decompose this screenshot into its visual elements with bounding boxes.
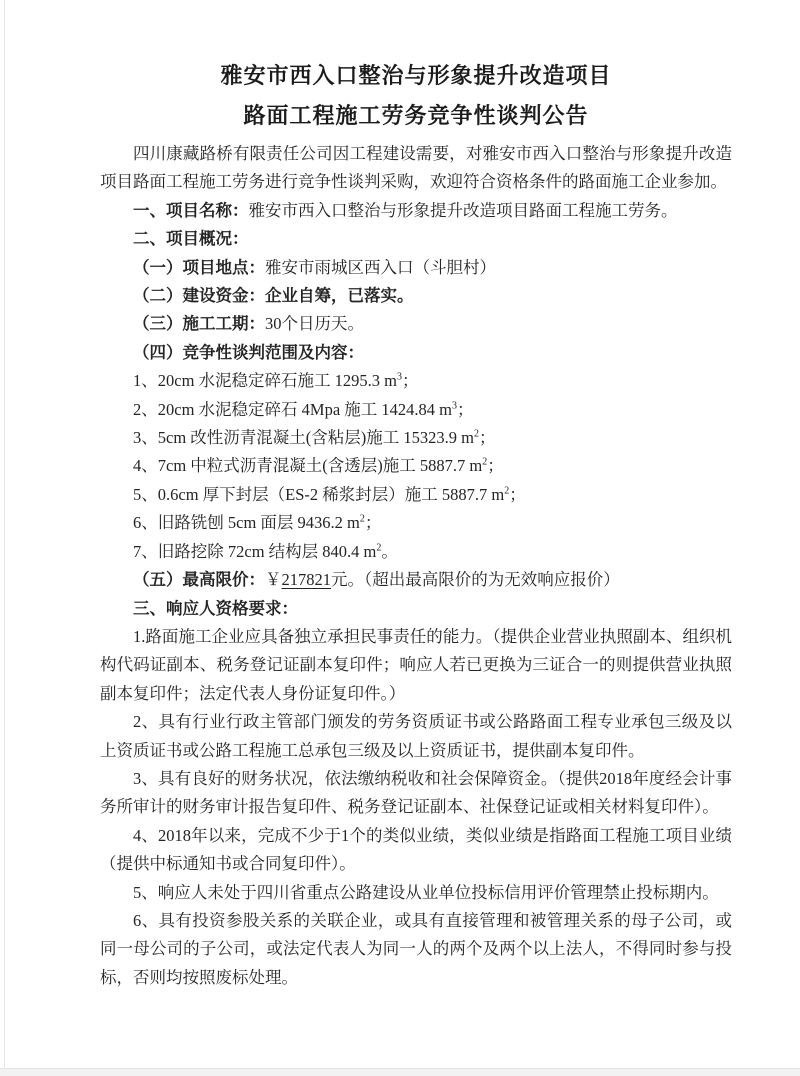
text-segment: 雅安市雨城区西入口（斗胆村） [265,257,496,277]
text-segment: ； [402,371,419,391]
superscript: 3 [397,371,402,383]
text-segment: 6、旧路铣刨 5cm 面层 9436.2 m [133,513,360,533]
text-segment: 1.路面施工企业应具备独立承担民事责任的能力。（提供企业营业执照副本、组织机构代码证副本、税务登记证副本复印件；响应人若已更换为三证合一的则提供营业执照副本复印件；法定代表人身份证复印件。） [100,626,732,703]
text-segment: 217821 [281,570,331,590]
page-left-edge-line [4,0,5,1076]
paragraph [100,822,732,879]
text-segment: 2、具有行业行政主管部门颁发的劳务资质证书或公路路面工程专业承包三级及以上资质证书或公路工程施工总承包三级及以上资质证书，提供副本复印件。 [100,712,732,760]
text-segment: 5、响应人未处于四川省重点公路建设从业单位投标信用评价管理禁止投标期内。 [133,882,719,902]
paragraph [100,225,732,253]
document-title-line-2: 路面工程施工劳务竞争性谈判公告 [243,103,589,128]
text-segment: ； [487,456,504,476]
paragraph [100,396,732,424]
paragraph [100,197,732,225]
paragraph [100,765,732,822]
paragraph [100,452,732,480]
text-segment: 四川康藏路桥有限责任公司因工程建设需要，对雅安市西入口整治与形象提升改造项目路面工程施工劳务进行竞争性谈判采购，欢迎符合资格条件的路面施工企业参加。 [100,144,732,192]
superscript: 2 [504,485,510,497]
text-segment: （二）建设资金： [133,287,265,306]
text-segment: 企业自筹，已落实。 [265,287,414,306]
paragraph [100,424,732,452]
text-segment: 4、7cm 中粒式沥青混凝土(含透层)施工 5887.7 m [133,456,483,476]
page-bottom-edge-strip [0,1068,800,1076]
paragraph [100,879,732,907]
paragraph [100,907,732,992]
paragraph [100,282,732,310]
text-segment: 3、5cm 改性沥青混凝土(含粘层)施工 15323.9 m [133,428,474,448]
superscript: 2 [482,456,488,468]
text-segment: ； [457,399,474,419]
text-segment: ￥ [265,570,282,590]
paragraph [100,339,732,367]
superscript: 2 [473,428,479,440]
text-segment: 2、20cm 水泥稳定碎石 4Mpa 施工 1424.84 m [133,399,452,419]
text-segment: ； [364,513,382,533]
paragraph [100,708,732,765]
text-segment: 7、旧路挖除 72cm 结构层 840.4 m [133,541,377,561]
text-segment: 3、具有良好的财务状况，依法缴纳税收和社会保障资金。（提供2018年度经会计事务所审计的财务审计报告复印件、税务登记证副本、社保登记证或相关材料复印件）。 [100,768,732,817]
text-segment: 30个日历天。 [265,314,364,334]
document-body [100,140,732,992]
paragraph [100,481,732,509]
text-segment: 1、20cm 水泥稳定碎石施工 1295.3 m [133,371,397,391]
text-segment: （四）竞争性谈判范围及内容： [133,343,364,362]
paragraph [100,538,732,566]
text-segment: ； [509,484,526,504]
text-segment: 4、2018年以来，完成不少于1个的类似业绩，类似业绩是指路面工程施工项目业绩（提供中标通知书或合同复印件）。 [100,825,732,874]
paragraph [100,595,732,623]
superscript: 2 [376,542,382,554]
paragraph [100,254,732,282]
text-segment: ； [478,428,496,448]
text-segment: （五）最高限价： [133,571,265,590]
document [100,56,732,992]
paragraph [100,566,732,594]
superscript: 3 [452,400,457,412]
text-segment: （一）项目地点： [133,258,265,277]
text-segment: （三）施工工期： [133,315,265,334]
paragraph [100,310,732,338]
text-segment: 三、响应人资格要求： [133,599,298,618]
superscript: 2 [359,513,365,525]
paragraph [100,623,732,708]
text-segment: 。 [381,541,398,561]
text-segment: 6、具有投资参股关系的关联企业，或具有直接管理和被管理关系的母子公司，或同一母公司的子公司，或法定代表人为同一人的两个及两个以上法人，不得同时参与投标，否则均按照废标处理。 [100,910,732,987]
document-title-line-1: 雅安市西入口整治与形象提升改造项目 [220,63,612,88]
paragraph [100,140,732,197]
text-segment: 5、0.6cm 厚下封层（ES-2 稀浆封层）施工 5887.7 m [133,484,505,504]
text-segment: 一、项目名称： [133,201,249,220]
paragraph [100,367,732,395]
text-segment: 元。（超出最高限价的为无效响应报价） [331,570,620,590]
text-segment: 二、项目概况： [133,230,249,249]
paragraph [100,509,732,537]
text-segment: 雅安市西入口整治与形象提升改造项目路面工程施工劳务。 [248,200,678,220]
